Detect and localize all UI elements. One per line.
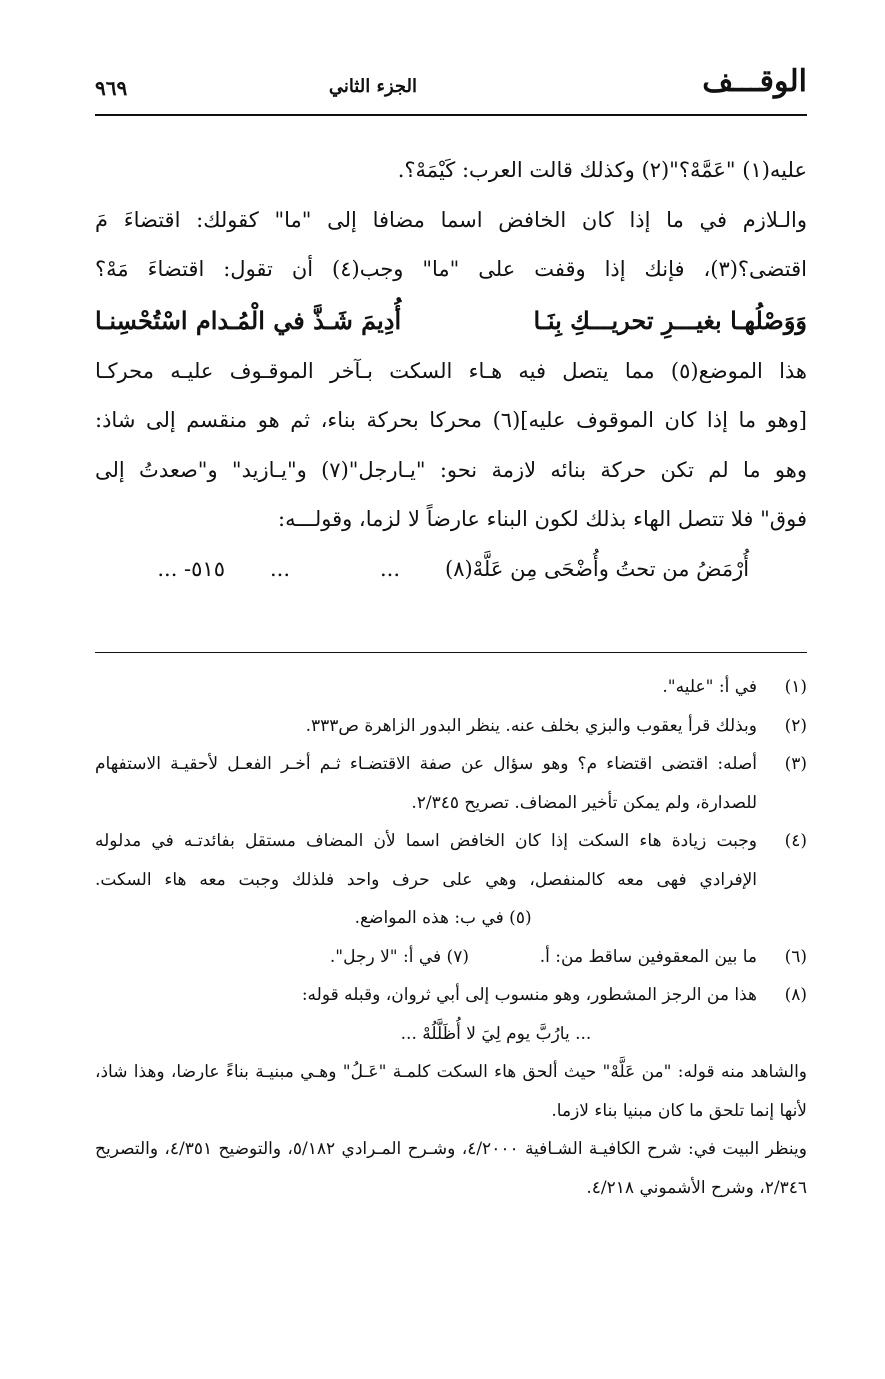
verse-second-hemistich: أُدِيمَ شَـذَّ في الْمُـدام اسْتُحْسِنـا	[95, 305, 402, 335]
footnote	[95, 822, 807, 938]
page-number: ٩٦٩	[95, 76, 128, 100]
ellipsis: ...	[269, 556, 291, 581]
verse-515-text: أُرْمَضُ من تحتُ وأُضْحَى مِن عَلَّهْ(٨)	[445, 556, 750, 581]
footnote-number: (٦)	[784, 946, 807, 967]
footnote-number: (٥)	[509, 908, 532, 928]
footnote-verse: ... يارُبَّ يوم لِيَ لا أُظَلَّلُهْ ...	[400, 1023, 592, 1044]
footnote-number: (٤)	[784, 831, 807, 851]
text-line: فوق" فلا تتصل الهاء بذلك لكون البناء عارضاً لا لزما، وقولـــه:	[278, 507, 807, 531]
footnote-text: وجبت زيادة هاء السكت إذا كان الخافض اسما لأن المضاف مستقل بفائدتـه في مدلوله الإفرادي فهى معه كالمنفصل، وهي على حرف واحد فلذلك وجبت معه هاء السكت.	[95, 831, 757, 890]
verse-515-dots	[225, 545, 445, 594]
verse-515	[95, 545, 807, 594]
footnote-text: أصله: اقتضى اقتضاء م؟ وهو سؤال عن صفة الاقتضـاء ثـم أخـر الفعـل لأحقيـة الاستفهام للصدارة، ولم يمكن تأخير المضاف. تصريح ٢/٣٤٥.	[95, 754, 757, 813]
verse-515-number: ٥١٥- ...	[157, 556, 225, 581]
footnote-number: (٨)	[784, 985, 807, 1005]
footnote-divider	[95, 652, 807, 653]
footnote-text: في ب: هذه المواضع.	[354, 908, 504, 928]
text-line: وهو ما لم تكن حركة بنائه لازمة نحو: "يـارجل"(٧) و"يـازيد" و"صعدتُ إلى	[95, 457, 807, 482]
footnote	[95, 938, 807, 977]
text-line: والـلازم في ما إذا كان الخافض اسما مضافا إلى "ما" كقولك: اقتضاءَ مَ	[95, 207, 807, 232]
footnote-text: وبذلك قرأ يعقوب والبزي بخلف عنه. ينظر البدور الزاهرة ص٣٣٣.	[305, 715, 757, 736]
text-line: اقتضى؟(٣)، فإنك إذا وقفت على "ما" وجب(٤) أن تقول: اقتضاءَ مَهْ؟	[95, 257, 807, 281]
footnotes	[95, 668, 807, 1207]
footnote-text: ما بين المعقوفين ساقط من: أ.	[539, 946, 757, 967]
part-title: الجزء الثاني	[328, 76, 417, 97]
footnote-inline	[355, 899, 532, 938]
footnote-inline	[330, 938, 469, 977]
ellipsis: ...	[379, 556, 401, 581]
footnote	[95, 976, 807, 1053]
footnote-number: (٢)	[784, 715, 807, 736]
footnote-paragraph: وينظر البيت في: شرح الكافيـة الشـافية ٤/٢٠٠٠، وشـرح المـرادي ٥/١٨٢، والتوضيح ٤/٣٥١، والتصريح ٢/٣٤٦، وشرح الأشموني ٤/٢١٨.	[95, 1139, 807, 1198]
footnote-text: في أ: "لا رجل".	[329, 946, 442, 967]
text-line: [وهو ما إذا كان الموقوف عليه](٦) محركا بحركة بناء، ثم هو منقسم إلى شاذ:	[95, 408, 807, 432]
text-line: عليه(١) "عَمَّهْ؟"(٢) وكذلك قالت العرب: كَيْمَهْ؟.	[397, 158, 807, 182]
footnote-number: (٣)	[784, 754, 807, 774]
footnote	[95, 745, 807, 822]
page-header	[95, 62, 807, 116]
footnote	[95, 668, 807, 707]
main-text	[95, 146, 807, 594]
text-line: هذا الموضع(٥) مما يتصل فيه هـاء السكت بـآخر الموقـوف عليـه محركـا	[95, 358, 807, 383]
footnote-paragraph: والشاهد منه قوله: "من عَلَّهْ" حيث ألحق هاء السكت كلمـة "عَـلُ" وهـي مبنيـة بناءً عارضا، وهذا شاذ، لأنها إنما تلحق ما كان مبنيا بناء لازما.	[95, 1062, 807, 1121]
footnote	[95, 707, 807, 746]
verse-line	[95, 295, 807, 347]
footnote-text: في أ: "عليه".	[662, 677, 757, 697]
footnote-number: (٧)	[446, 946, 469, 967]
footnote-text: هذا من الرجز المشطور، وهو منسوب إلى أبي ثروان، وقبله قوله:	[301, 985, 757, 1005]
verse-first-hemistich: وَوَصْلُهـا بغيـــرِ تحريـــكِ بِنَـا	[533, 305, 807, 335]
footnote-number: (١)	[784, 677, 807, 697]
chapter-title: الوقـــف	[702, 64, 807, 99]
